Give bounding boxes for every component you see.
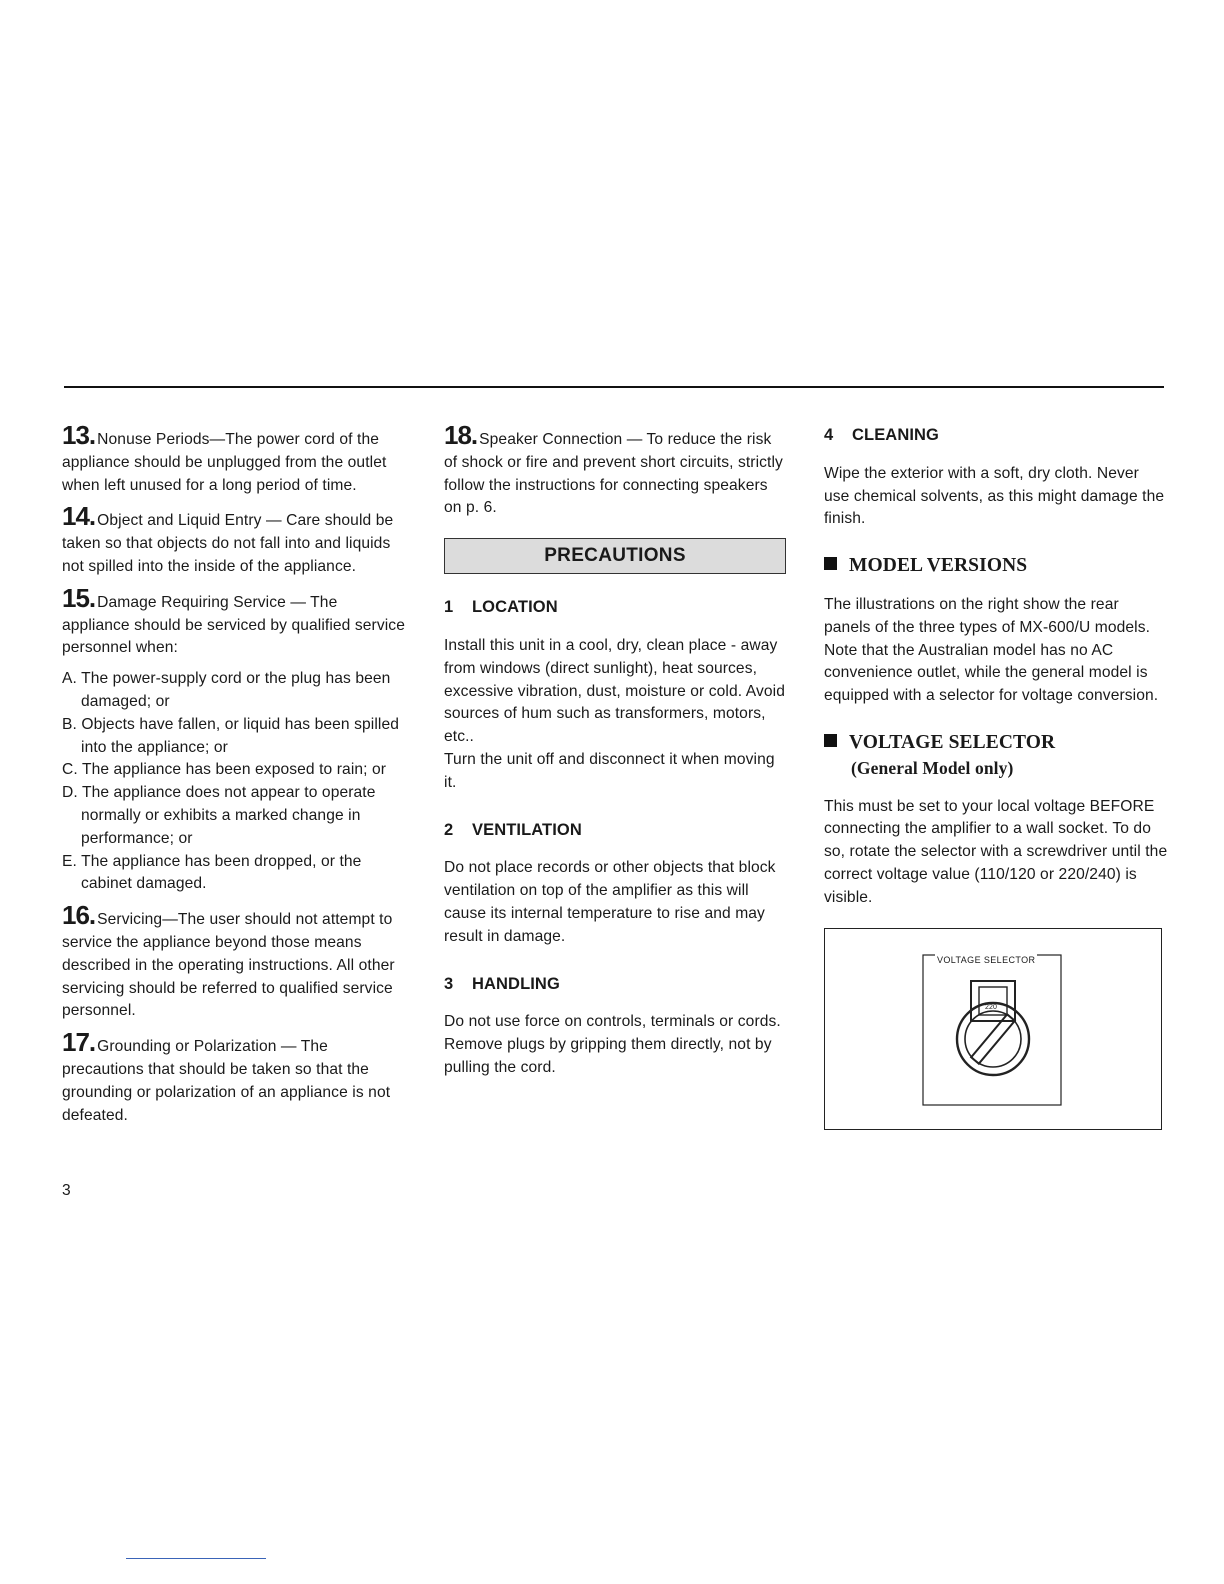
model-versions-text: The illustrations on the right show the rear panels of the three types of MX-600/U models. Note that the Australian model has no AC convenience outlet, while the general model is equipped with a selector for voltage conversion. [824, 595, 1159, 705]
section-heading-handling: 3 HANDLING [444, 974, 560, 993]
ventilation-text: Do not place records or other objects that block ventilation on top of the amplifier as this will cause its internal temperature to rise and may result in damage. [444, 859, 776, 945]
item-17: 17. Grounding or Polarization — The precautions that should be taken so that the grounding or polarization of an appliance is not defeated. [62, 1027, 391, 1124]
square-bullet-icon [824, 557, 837, 570]
voltage-selector-heading: VOLTAGE SELECTOR [824, 732, 1168, 755]
middle-column [444, 420, 786, 1104]
location-text: Install this unit in a cool, dry, clean place - away from windows (direct sunlight), heat sources, excessive vibration, dust, moisture or cold. Avoid sources of hum such as transformers, motors, etc.. [444, 636, 786, 746]
left-column [62, 420, 408, 1135]
voltage-selector-text: This must be set to your local voltage BEFORE connecting the amplifier to a wall socket. To do so, rotate the selector with a screwdriver until the correct voltage value (110/120 or 220/240) is visible. [824, 797, 1168, 906]
item-14: 14. Object and Liquid Entry — Care should be taken so that objects do not fall into and liquids not spilled into the inside of the appliance. [62, 501, 394, 575]
item-18: 18. Speaker Connection — To reduce the risk of shock or fire and prevent short circuits, strictly follow the instructions for connecting speakers on p. 6. [444, 420, 783, 517]
list-item: C. The appliance has been exposed to rain; or [62, 761, 387, 779]
bottom-rule [126, 1558, 266, 1559]
precautions-banner: PRECAUTIONS [444, 538, 786, 574]
section-heading-ventilation: 2 VENTILATION [444, 820, 582, 839]
figure-label: VOLTAGE SELECTOR [935, 949, 1037, 972]
item-13: 13. Nonuse Periods—The power cord of the appliance should be unplugged from the outlet when left unused for a long period of time. [62, 420, 387, 494]
service-conditions-list [62, 668, 408, 896]
list-item: B. Objects have fallen, or liquid has been spilled into the appliance; or [62, 715, 399, 756]
model-versions-heading: MODEL VERSIONS [824, 555, 1168, 578]
item-15: 15. Damage Requiring Service — The appliance should be serviced by qualified service personnel when: [62, 582, 405, 657]
list-item: D. The appliance does not appear to operate normally or exhibits a marked change in performance; or [62, 784, 376, 847]
right-column [824, 424, 1168, 1130]
list-item: A. The power-supply cord or the plug has been damaged; or [62, 670, 391, 710]
section-heading-cleaning: 4 CLEANING [824, 426, 939, 444]
list-item: E. The appliance has been dropped, or the cabinet damaged. [62, 852, 362, 893]
selector-window-value: 220 [985, 1003, 997, 1011]
page-number: 3 [62, 1182, 71, 1199]
square-bullet-icon [824, 734, 837, 747]
voltage-selector-subtitle: (General Model only) [851, 757, 1014, 778]
section-heading-location: 1 LOCATION [444, 598, 558, 617]
location-text-2: Turn the unit off and disconnect it when moving it. [444, 750, 775, 791]
handling-text: Do not use force on controls, terminals or cords. Remove plugs by gripping them directly, not by pulling the cord. [444, 1013, 781, 1076]
voltage-selector-figure [824, 928, 1162, 1130]
top-rule [64, 386, 1164, 388]
cleaning-text: Wipe the exterior with a soft, dry cloth. Never use chemical solvents, as this might damage the finish. [824, 464, 1165, 528]
item-16: 16. Servicing—The user should not attempt to service the appliance beyond those means described in the operating instructions. All other servicing should be referred to qualified service personnel. [62, 900, 395, 1020]
